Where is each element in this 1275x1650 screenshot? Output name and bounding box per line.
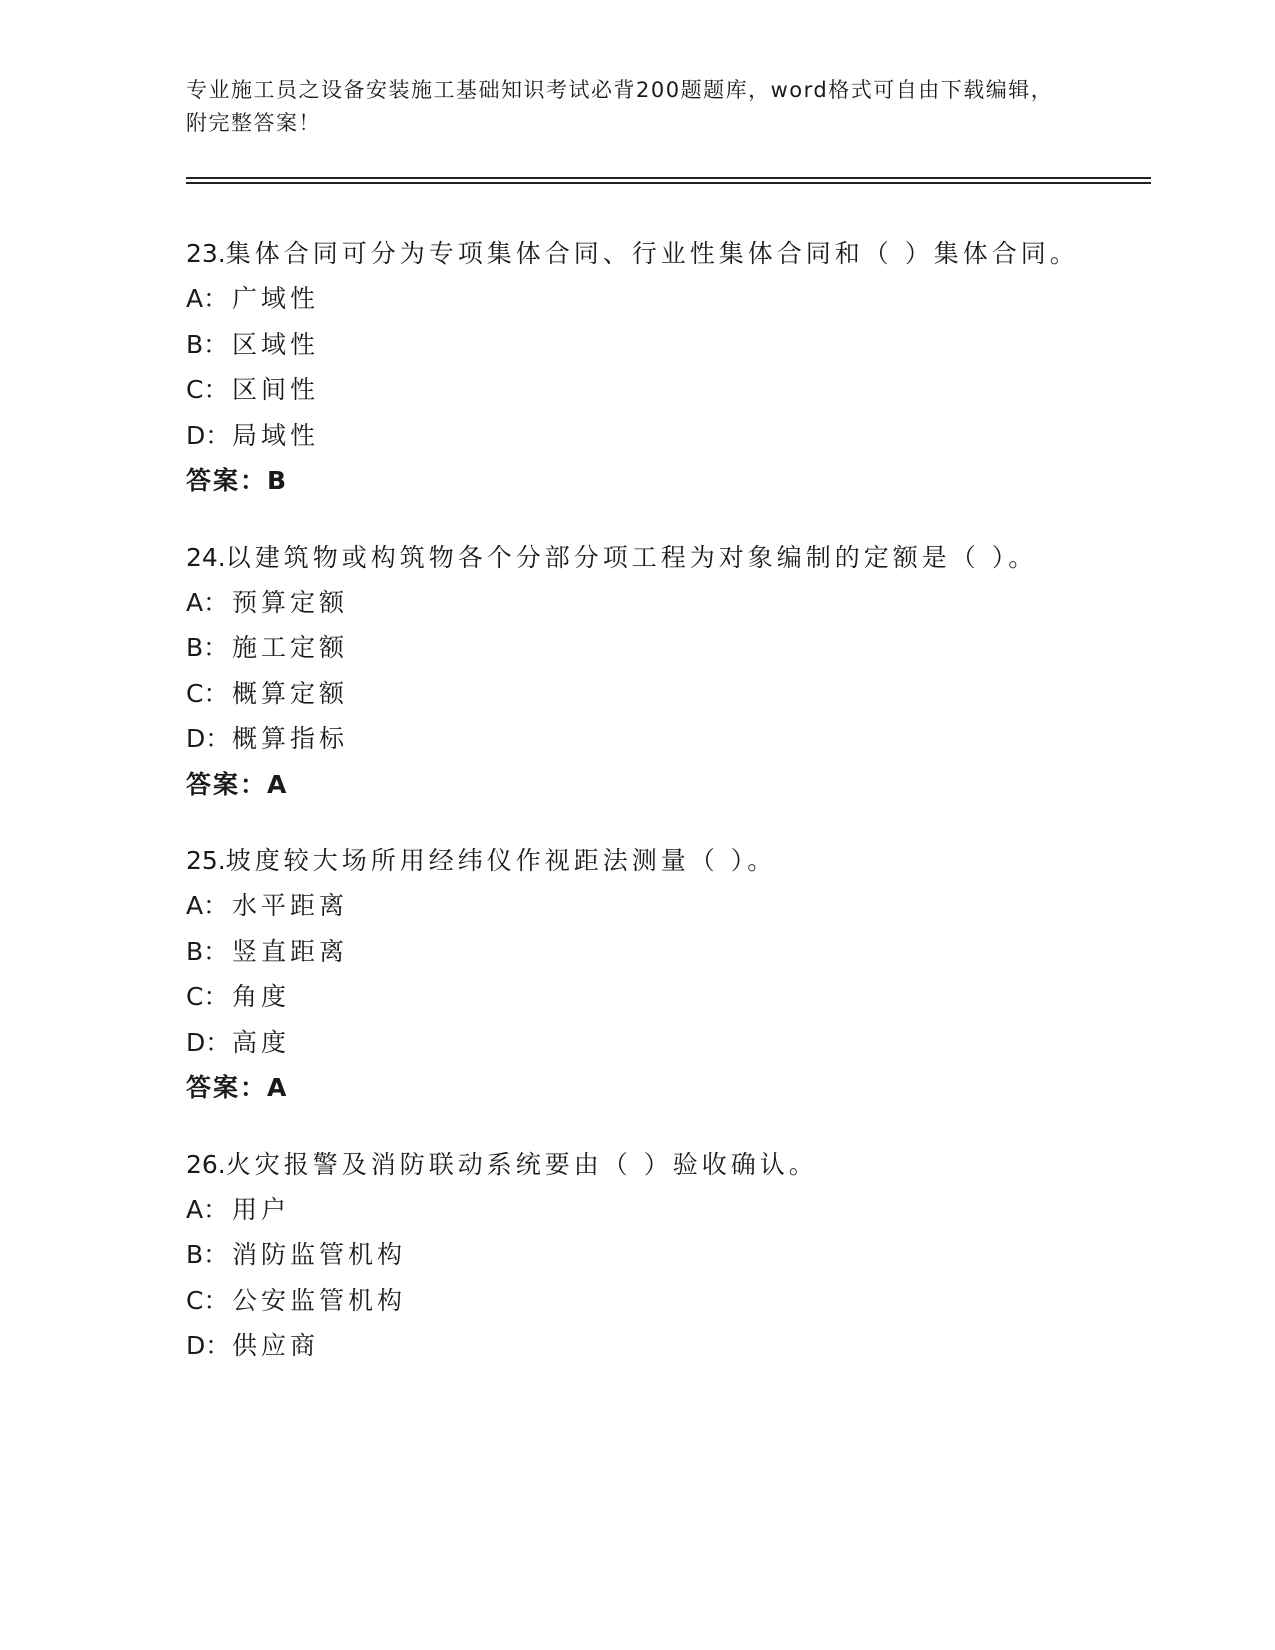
option-key: D： [186, 1331, 231, 1360]
option-text: 局域性 [232, 420, 320, 450]
option-d [186, 1020, 1086, 1066]
question-stem [186, 535, 1086, 580]
question-list [186, 231, 1086, 1400]
question-number: 23. [186, 239, 226, 268]
question-23 [186, 231, 1086, 504]
option-d [186, 716, 1086, 762]
option-a [186, 276, 1086, 322]
option-d [186, 413, 1086, 459]
option-c [186, 974, 1086, 1020]
question-stem [186, 838, 1086, 883]
option-key: B： [186, 329, 229, 359]
question-text: 集体合同可分为专项集体合同、行业性集体合同和（ ）集体合同。 [225, 239, 1079, 268]
option-text: 高度 [232, 1027, 291, 1057]
question-text: 火灾报警及消防联动系统要由（ ）验收确认。 [225, 1149, 818, 1179]
question-text: 坡度较大场所用经纬仪作视距法测量（ ）。 [225, 846, 777, 875]
option-text: 供应商 [232, 1331, 320, 1360]
option-a [186, 580, 1086, 626]
option-text: 区域性 [232, 329, 320, 359]
option-key: C： [186, 1285, 229, 1315]
question-24 [186, 535, 1086, 808]
question-stem [186, 231, 1086, 276]
option-b [186, 625, 1086, 671]
option-c [186, 1278, 1086, 1324]
option-key: A： [186, 1194, 229, 1224]
option-text: 水平距离 [232, 891, 349, 920]
answer-line: 答案：A [186, 769, 289, 799]
option-key: B： [186, 1240, 229, 1269]
option-text: 广域性 [232, 284, 320, 313]
answer-line: 答案：A [186, 1073, 289, 1102]
option-text: 预算定额 [232, 587, 349, 617]
question-text: 以建筑物或构筑物各个分部分项工程为对象编制的定额是（ ）。 [225, 542, 1038, 572]
option-text: 概算指标 [232, 724, 349, 753]
option-key: D： [186, 1027, 231, 1057]
option-b [186, 929, 1086, 975]
option-a [186, 1187, 1086, 1233]
option-d [186, 1323, 1086, 1369]
option-key: D： [186, 420, 231, 450]
header-divider-bottom [186, 182, 1151, 184]
option-text: 施工定额 [232, 633, 349, 662]
option-key: D： [186, 724, 231, 753]
option-text: 区间性 [232, 375, 320, 404]
option-key: A： [186, 587, 229, 617]
question-25 [186, 838, 1086, 1111]
option-key: C： [186, 678, 229, 708]
option-text: 竖直距离 [232, 936, 349, 966]
option-c [186, 367, 1086, 413]
option-text: 用户 [232, 1194, 291, 1224]
option-text: 公安监管机构 [232, 1285, 407, 1315]
option-key: B： [186, 633, 229, 662]
question-number: 24. [186, 542, 226, 572]
question-26 [186, 1142, 1086, 1369]
question-number: 25. [186, 846, 226, 875]
header-divider-top [186, 177, 1151, 179]
option-a [186, 883, 1086, 929]
option-key: A： [186, 891, 229, 920]
option-text: 角度 [232, 982, 291, 1011]
option-key: A： [186, 284, 229, 313]
option-key: B： [186, 936, 229, 966]
option-b [186, 322, 1086, 368]
question-stem [186, 1142, 1086, 1187]
option-text: 概算定额 [232, 678, 349, 708]
answer-line: 答案：B [186, 466, 289, 495]
option-b [186, 1232, 1086, 1278]
option-key: C： [186, 982, 229, 1011]
question-number: 26. [186, 1149, 226, 1179]
document-header: 专业施工员之设备安装施工基础知识考试必背200题题库，word格式可自由下载编辑，附完整答案！ [186, 78, 1054, 135]
option-text: 消防监管机构 [232, 1240, 407, 1269]
option-key: C： [186, 375, 229, 404]
option-c [186, 671, 1086, 717]
